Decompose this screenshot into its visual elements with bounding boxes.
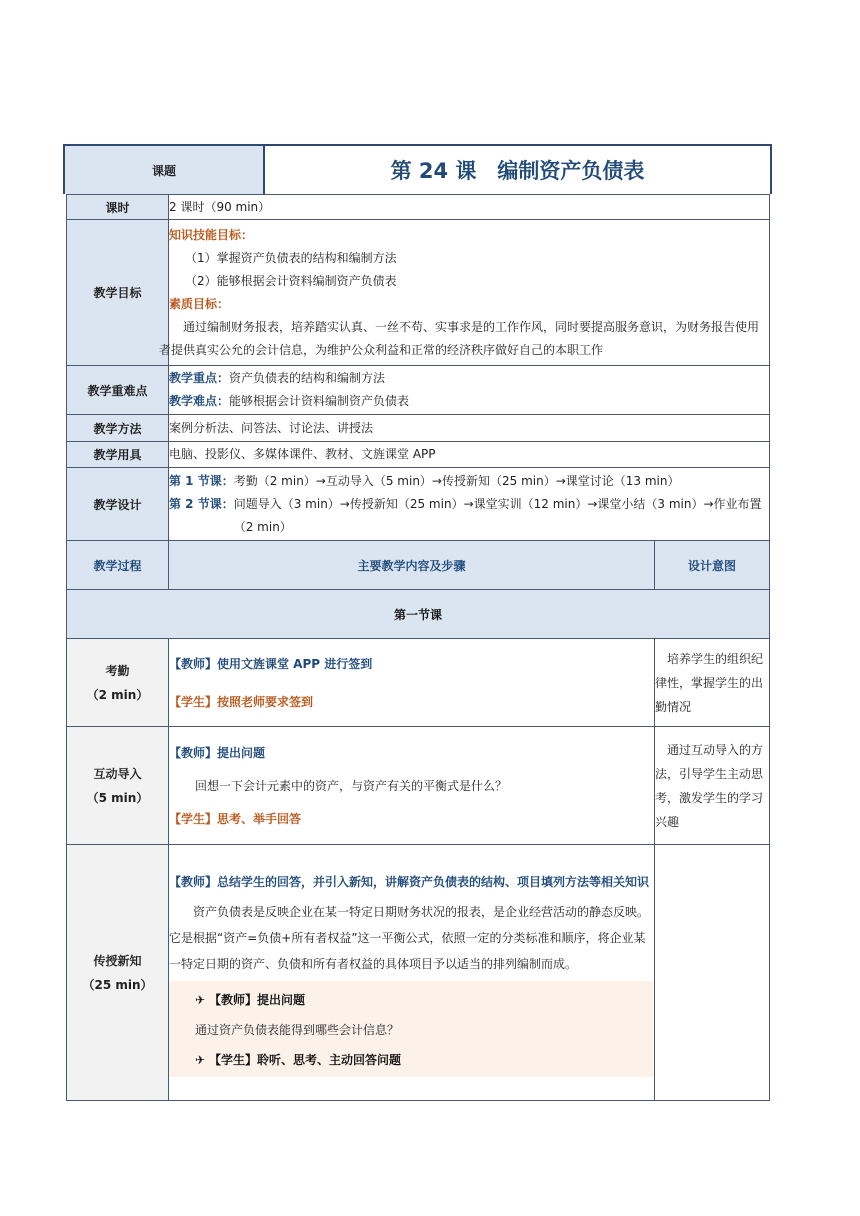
label-hours: 课时: [67, 195, 169, 220]
goal-item-1: （1）掌握资产负债表的结构和编制方法: [185, 250, 397, 265]
row-design: [67, 468, 770, 541]
goal-heading-skills: 知识技能目标：: [169, 227, 254, 242]
design-lesson1-value: 考勤（2 min）→互动导入（5 min）→传授新知（25 min）→课堂讨论（13 min）: [233, 473, 680, 488]
value-method: 案例分析法、问答法、讨论法、讲授法: [169, 415, 770, 442]
intent-intro-text: 通过互动导入的方法，引导学生主动思考，激发学生的学习兴趣: [655, 742, 764, 829]
attendance-student: 【学生】按照老师要求签到: [169, 694, 314, 709]
step-newknowledge: [67, 845, 770, 1101]
activity-box: [169, 981, 654, 1077]
value-tools: 电脑、投影仪、多媒体课件、教材、文旌课堂 APP: [169, 442, 770, 468]
intent-attendance-text: 培养学生的组织纪律性，掌握学生的出勤情况: [655, 651, 764, 714]
newknow-teacher: 【教师】总结学生的回答，并引入新知，讲解资产负债表的结构、项目填列方法等相关知识: [169, 874, 650, 889]
section-title: 第一节课: [67, 590, 770, 639]
content-attendance: [169, 639, 655, 727]
design-lesson2-value: 问题导入（3 min）→传授新知（25 min）→课堂实训（12 min）→课堂小结（3 min）→作业布置（2 min）: [233, 496, 762, 534]
value-hours: 2 课时（90 min）: [169, 195, 770, 220]
step-intro: [67, 727, 770, 845]
difficulty-label: 教学难点：: [169, 394, 230, 408]
label-design: 教学设计: [67, 468, 169, 541]
design-lesson1-label: 第 1 节课：: [169, 473, 234, 488]
plane-icon: ✈: [195, 992, 206, 1007]
design-lesson2-label: 第 2 节课：: [169, 496, 234, 511]
attendance-teacher: 【教师】使用文旌课堂 APP 进行签到: [169, 656, 373, 671]
intent-attendance: [655, 639, 770, 727]
box-question: 通过资产负债表能得到哪些会计信息？: [195, 1022, 400, 1037]
process-header-row: [67, 541, 770, 590]
stage-intro-name: 互动导入: [93, 766, 142, 781]
stage-newknowledge-name: 传授新知: [93, 953, 142, 968]
key-label: 教学重点：: [169, 371, 230, 385]
stage-intro-time: （5 min）: [86, 790, 149, 805]
step-attendance: [67, 639, 770, 727]
stage-attendance-name: 考勤: [105, 663, 130, 678]
intent-intro: [655, 727, 770, 845]
label-goals: 教学目标: [67, 220, 169, 366]
intent-newknowledge: [655, 845, 770, 1101]
goal-heading-quality: 素质目标：: [169, 296, 230, 311]
label-tools: 教学用具: [67, 442, 169, 468]
col-intent: 设计意图: [655, 541, 770, 590]
value-design: [169, 468, 770, 541]
content-intro: [169, 727, 655, 845]
difficulty-value: 能够根据会计资料编制资产负债表: [229, 394, 410, 408]
row-goals: [67, 220, 770, 366]
col-content: 主要教学内容及步骤: [169, 541, 655, 590]
row-hours: [67, 195, 770, 220]
key-value: 资产负债表的结构和编制方法: [229, 371, 386, 385]
lesson-title: 第 24 课 编制资产负债表: [390, 159, 645, 183]
stage-newknowledge-time: （25 min）: [82, 977, 153, 992]
intro-student: 【学生】思考、举手回答: [169, 811, 302, 826]
stage-attendance-time: （2 min）: [86, 687, 149, 702]
row-keypoints: [67, 366, 770, 415]
newknow-paragraph: 资产负债表是反映企业在某一特定日期财务状况的报表，是企业经营活动的静态反映。它是根据“资产=负债+所有者权益”这一平衡公式，依照一定的分类标准和顺序，将企业某一特定日期的资产、负债和所有者权益的具体项目予以适当的排列编制而成。: [169, 904, 650, 971]
box-teacher: 【教师】提出问题: [209, 992, 306, 1007]
content-newknowledge: [169, 845, 655, 1101]
row-method: [67, 415, 770, 442]
stage-intro: [67, 727, 169, 845]
header-key: 课题: [65, 146, 265, 194]
intro-question: 回想一下会计元素中的资产，与资产有关的平衡式是什么？: [195, 778, 508, 793]
box-student: 【学生】聆听、思考、主动回答问题: [209, 1052, 402, 1067]
goal-quality-text: 通过编制财务报表，培养踏实认真、一丝不苟、实事求是的工作作风，同时要提高服务意识，为财务报告使用者提供真实公允的会计信息，为维护公众利益和正常的经济秩序做好自己的本职工作: [159, 319, 760, 357]
row-tools: [67, 442, 770, 468]
label-method: 教学方法: [67, 415, 169, 442]
lesson-table: [66, 194, 770, 1101]
plane-icon: ✈: [195, 1052, 206, 1067]
col-process: 教学过程: [67, 541, 169, 590]
value-goals: [159, 220, 770, 366]
section-row: [67, 590, 770, 639]
value-keypoints: [169, 366, 770, 415]
goal-item-2: （2）能够根据会计资料编制资产负债表: [185, 273, 397, 288]
label-keypoints: 教学重难点: [67, 366, 169, 415]
stage-newknowledge: [67, 845, 169, 1101]
header-row: [63, 144, 772, 194]
intro-teacher: 【教师】提出问题: [169, 745, 266, 760]
stage-attendance: [67, 639, 169, 727]
lesson-plan: [63, 144, 772, 1101]
